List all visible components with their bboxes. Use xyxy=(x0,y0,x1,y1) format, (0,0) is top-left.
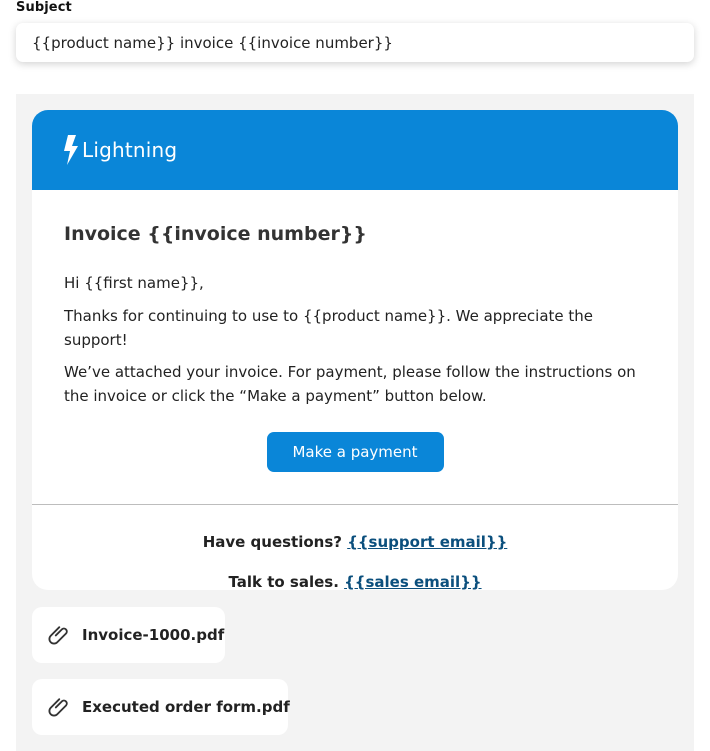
email-card xyxy=(32,110,678,590)
brand-name: Lightning xyxy=(82,138,178,162)
payment-button-wrapper xyxy=(64,432,646,472)
email-thanks: Thanks for continuing to use to {{product name}}. We appreciate the support! xyxy=(64,307,594,349)
sales-prefix: Talk to sales. xyxy=(228,573,345,590)
subject-value: {{product name}} invoice {{invoice number}} xyxy=(32,33,393,52)
email-greeting: Hi {{first name}}, xyxy=(64,274,204,292)
attachment-item[interactable] xyxy=(32,607,225,663)
brand-logo xyxy=(64,135,177,165)
paperclip-icon xyxy=(48,624,70,646)
sales-email-link[interactable]: {{sales email}} xyxy=(344,573,482,590)
email-preview-panel xyxy=(16,94,694,751)
support-prefix: Have questions? xyxy=(202,533,348,551)
support-line xyxy=(32,532,678,552)
subject-label: Subject xyxy=(16,0,72,15)
support-email-link[interactable]: {{support email}} xyxy=(347,533,508,551)
paperclip-icon xyxy=(48,696,70,718)
email-attachment-note: We’ve attached your invoice. For payment, please follow the instructions on the invoice or click the “Make a payment” button below. xyxy=(64,363,636,405)
attachment-name: Executed order form.pdf xyxy=(82,698,290,716)
lightning-bolt-icon xyxy=(64,135,78,165)
email-footer xyxy=(32,505,678,590)
sales-line xyxy=(32,572,678,590)
email-title: Invoice {{invoice number}} xyxy=(64,223,367,245)
attachment-item[interactable] xyxy=(32,679,288,735)
make-payment-button[interactable]: Make a payment xyxy=(267,432,444,472)
email-header xyxy=(32,110,678,190)
subject-input[interactable] xyxy=(16,23,694,62)
attachment-name: Invoice-1000.pdf xyxy=(82,626,225,644)
email-body xyxy=(32,190,678,472)
